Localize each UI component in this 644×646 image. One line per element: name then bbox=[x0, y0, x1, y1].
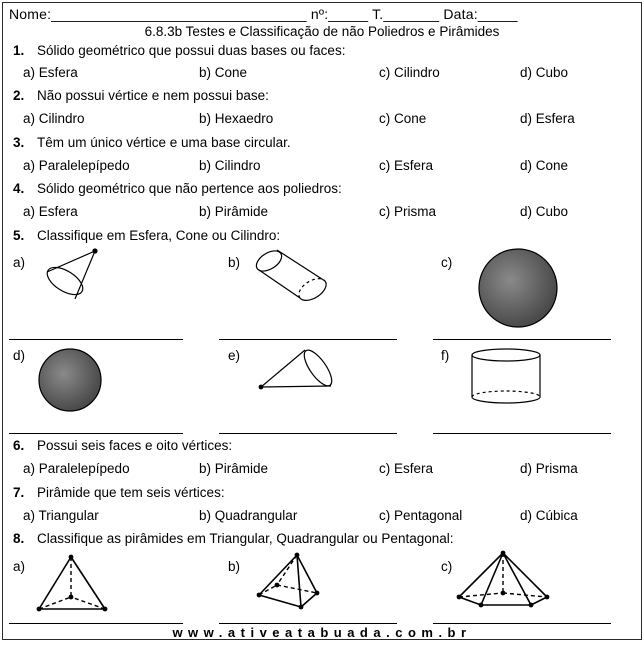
sphere-figure-d bbox=[37, 347, 103, 413]
answer-line bbox=[219, 433, 397, 434]
q6-option-b[interactable]: b) Pirâmide bbox=[199, 461, 269, 476]
question-text: Sólido geométrico que não pertence aos poliedros: bbox=[37, 181, 342, 196]
name-label: Nome: bbox=[9, 6, 52, 22]
question-8 bbox=[13, 531, 454, 546]
question-number: 3. bbox=[13, 135, 25, 150]
q3-option-a[interactable]: a) Paralelepípedo bbox=[23, 158, 130, 173]
number-label: nº: bbox=[310, 6, 329, 22]
answer-line bbox=[9, 339, 183, 340]
date-label: Data: bbox=[443, 6, 478, 22]
question-text: Pirâmide que tem seis vértices: bbox=[37, 485, 225, 500]
answer-line bbox=[433, 339, 611, 340]
q4-option-c[interactable]: c) Prisma bbox=[379, 204, 436, 219]
question-text: Classifique as pirâmides em Triangular, Quadrangular ou Pentagonal: bbox=[37, 531, 454, 546]
question-number: 8. bbox=[13, 531, 25, 546]
q2-option-a[interactable]: a) Cilindro bbox=[23, 111, 85, 126]
q7-option-b[interactable]: b) Quadrangular bbox=[199, 508, 298, 523]
q3-option-b[interactable]: b) Cilindro bbox=[199, 158, 261, 173]
q7-option-c[interactable]: c) Pentagonal bbox=[379, 508, 463, 523]
q8-label-c: c) bbox=[441, 559, 453, 574]
worksheet bbox=[2, 2, 642, 640]
cone-figure-e bbox=[255, 345, 335, 395]
question-number: 4. bbox=[13, 181, 25, 196]
answer-line bbox=[9, 433, 183, 434]
triangular-pyramid-figure bbox=[33, 553, 113, 615]
q8-label-a: a) bbox=[13, 559, 26, 574]
question-5 bbox=[13, 228, 280, 243]
cylinder-figure-b bbox=[253, 245, 333, 307]
q4-option-b[interactable]: b) Pirâmide bbox=[199, 204, 269, 219]
q5-label-b: b) bbox=[228, 255, 241, 270]
answer-line bbox=[9, 623, 183, 624]
question-number: 2. bbox=[13, 88, 25, 103]
question-text: Classifique em Esfera, Cone ou Cilindro: bbox=[37, 228, 281, 243]
answer-line bbox=[219, 623, 397, 624]
q5-label-c: c) bbox=[441, 255, 453, 270]
number-blank: _____ bbox=[328, 6, 369, 22]
q6-option-d[interactable]: d) Prisma bbox=[520, 461, 578, 476]
q2-option-c[interactable]: c) Cone bbox=[379, 111, 427, 126]
question-text: Sólido geométrico que possui duas bases ou faces: bbox=[37, 43, 346, 58]
question-7 bbox=[13, 485, 225, 500]
website-footer: www.ativeatabuada.com.br bbox=[172, 625, 472, 640]
date-blank: _____ bbox=[477, 6, 518, 22]
cone-figure-a bbox=[31, 243, 111, 313]
name-blank: ________________________________ bbox=[51, 6, 307, 22]
sphere-figure-c bbox=[477, 247, 559, 329]
quadrangular-pyramid-figure bbox=[253, 551, 333, 613]
q1-option-a[interactable]: a) Esfera bbox=[23, 65, 78, 80]
q4-option-a[interactable]: a) Esfera bbox=[23, 204, 78, 219]
answer-line bbox=[219, 339, 397, 340]
q2-option-d[interactable]: d) Esfera bbox=[520, 111, 575, 126]
question-number: 6. bbox=[13, 438, 25, 453]
question-text: Têm um único vértice e uma base circular. bbox=[37, 135, 291, 150]
q6-option-a[interactable]: a) Paralelepípedo bbox=[23, 461, 130, 476]
question-text: Possui seis faces e oito vértices: bbox=[37, 438, 233, 453]
question-number: 7. bbox=[13, 485, 25, 500]
q1-option-b[interactable]: b) Cone bbox=[199, 65, 248, 80]
question-3 bbox=[13, 135, 291, 150]
question-number: 5. bbox=[13, 228, 25, 243]
cylinder-figure-f bbox=[469, 347, 543, 405]
q1-option-c[interactable]: c) Cilindro bbox=[379, 65, 440, 80]
question-text: Não possui vértice e nem possui base: bbox=[37, 88, 269, 103]
answer-line bbox=[433, 623, 611, 624]
q8-label-b: b) bbox=[228, 559, 241, 574]
q3-option-c[interactable]: c) Esfera bbox=[379, 158, 434, 173]
worksheet-title: 6.8.3b Testes e Classificação de não Poliedros e Pirâmides bbox=[144, 24, 500, 39]
q7-option-a[interactable]: a) Triangular bbox=[23, 508, 99, 523]
question-6 bbox=[13, 438, 232, 453]
q5-label-f: f) bbox=[441, 348, 450, 363]
q5-label-d: d) bbox=[13, 348, 26, 363]
q3-option-d[interactable]: d) Cone bbox=[520, 158, 569, 173]
question-2 bbox=[13, 88, 269, 103]
q5-label-e: e) bbox=[228, 348, 241, 363]
q5-label-a: a) bbox=[13, 255, 26, 270]
class-blank: _______ bbox=[383, 6, 440, 22]
q2-option-b[interactable]: b) Hexaedro bbox=[199, 111, 274, 126]
q6-option-c[interactable]: c) Esfera bbox=[379, 461, 434, 476]
class-label: T. bbox=[372, 6, 384, 22]
question-4 bbox=[13, 181, 342, 196]
q1-option-d[interactable]: d) Cubo bbox=[520, 65, 569, 80]
header-line bbox=[9, 6, 635, 22]
answer-line bbox=[433, 433, 611, 434]
q4-option-d[interactable]: d) Cubo bbox=[520, 204, 569, 219]
question-number: 1. bbox=[13, 43, 25, 58]
pentagonal-pyramid-figure bbox=[455, 549, 551, 613]
q7-option-d[interactable]: d) Cúbica bbox=[520, 508, 578, 523]
question-1 bbox=[13, 43, 345, 58]
